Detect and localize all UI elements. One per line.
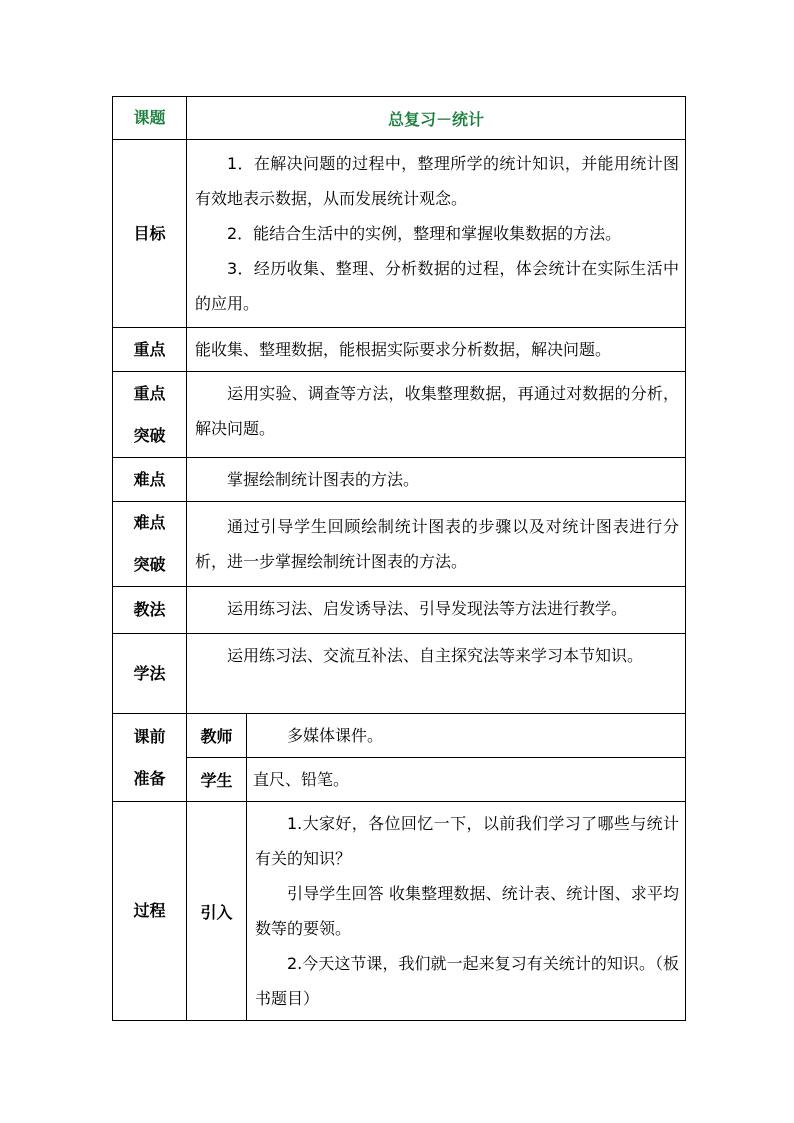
row-preparation-student [113, 758, 686, 802]
difficulty-label: 难点 [113, 458, 187, 502]
learning-method-text: 运用练习法、交流互补法、自主探究法等来学习本节知识。 [227, 646, 644, 665]
teaching-method-label: 教法 [113, 587, 187, 634]
row-key-point [113, 328, 686, 372]
row-learning-method [113, 634, 686, 714]
row-teaching-method [113, 587, 686, 634]
key-breakthrough-text: 运用实验、调查等方法，收集整理数据，再通过对数据的分析，解决问题。 [195, 384, 680, 438]
key-point-text: 能收集、整理数据，能根据实际要求分析数据，解决问题。 [195, 340, 612, 359]
difficulty-breakthrough-label-line2: 突破 [133, 555, 166, 574]
goal-item: 2．能结合生活中的实例，整理和掌握收集数据的方法。 [227, 224, 622, 243]
row-goals [113, 140, 686, 328]
student-content [247, 758, 686, 802]
process-label: 过程 [113, 802, 187, 1021]
student-label: 学生 [187, 758, 247, 802]
key-point-content [187, 328, 686, 372]
row-process [113, 802, 686, 1021]
key-breakthrough-content [187, 372, 686, 458]
row-difficulty [113, 458, 686, 502]
goal-item: 3．经历收集、整理、分析数据的过程，体会统计在实际生活中的应用。 [195, 259, 680, 313]
difficulty-breakthrough-label-line1: 难点 [133, 513, 166, 532]
row-key-breakthrough [113, 372, 686, 458]
process-paragraph: 1.大家好，各位回忆一下，以前我们学习了哪些与统计有关的知识？ [255, 814, 680, 868]
difficulty-content [187, 458, 686, 502]
lesson-plan-table [112, 96, 686, 1021]
teaching-method-content [187, 587, 686, 634]
difficulty-breakthrough-content [187, 502, 686, 587]
teacher-content [247, 714, 686, 758]
difficulty-breakthrough-label [113, 502, 187, 587]
process-paragraph: 2.今天这节课，我们就一起来复习有关统计的知识。（板书题目） [255, 954, 680, 1008]
key-breakthrough-label-line2: 突破 [133, 425, 166, 445]
row-topic [113, 97, 686, 140]
goals-label: 目标 [113, 140, 187, 328]
process-stage-label: 引入 [187, 802, 247, 1021]
topic-title: 总复习－统计 [187, 97, 686, 140]
topic-label: 课题 [113, 97, 187, 140]
key-breakthrough-label-line1: 重点 [133, 383, 166, 403]
key-point-label: 重点 [113, 328, 187, 372]
student-text: 直尺、铅笔。 [253, 770, 350, 789]
difficulty-breakthrough-text: 通过引导学生回顾绘制统计图表的步骤以及对统计图表进行分析，进一步掌握绘制统计图表的方法。 [195, 517, 680, 571]
teacher-text: 多媒体课件。 [287, 726, 384, 745]
row-preparation-teacher [113, 714, 686, 758]
preparation-label-line1: 课前 [133, 726, 166, 746]
teaching-method-text: 运用练习法、启发诱导法、引导发现法等方法进行教学。 [227, 599, 628, 618]
goal-item: 1．在解决问题的过程中，整理所学的统计知识，并能用统计图有效地表示数据，从而发展统计观念。 [195, 154, 680, 208]
preparation-label-line2: 准备 [133, 768, 166, 788]
learning-method-label: 学法 [113, 634, 187, 714]
process-content [247, 802, 686, 1021]
learning-method-content [187, 634, 686, 714]
process-paragraph: 引导学生回答 收集整理数据、统计表、统计图、求平均数等的要领。 [255, 884, 680, 938]
teacher-label: 教师 [187, 714, 247, 758]
difficulty-text: 掌握绘制统计图表的方法。 [227, 470, 420, 489]
key-breakthrough-label [113, 372, 187, 458]
row-difficulty-breakthrough [113, 502, 686, 587]
goals-content [187, 140, 686, 328]
preparation-label [113, 714, 187, 802]
